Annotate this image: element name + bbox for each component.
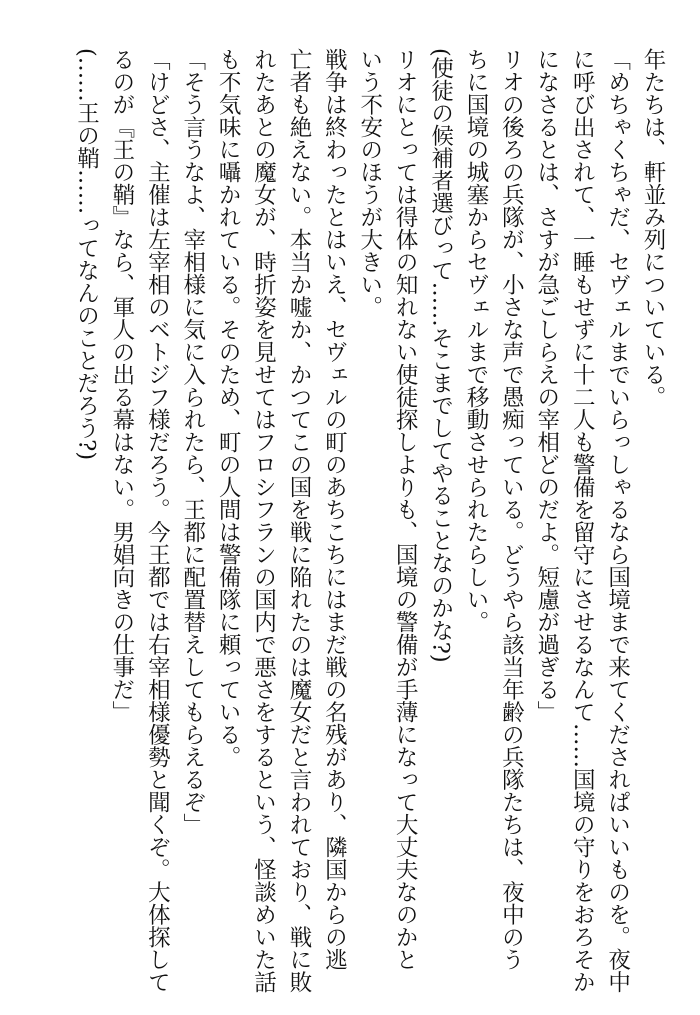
vertical-text-block: [68, 48, 670, 993]
text-line: (使徒の候補者選びって……そこまでしてやることなのかな?): [427, 48, 454, 663]
text-line: 亡者も絶えない。本当か嘘か、かつてこの国を戦に陥れたのは魔女だと言われており、戦に敗: [285, 48, 312, 993]
text-line: (……王の鞘……ってなんのことだろう?): [73, 48, 100, 461]
text-line: になさるとは、さすが急ごしらえの宰相どのだよ。短慮が過ぎる」: [533, 48, 560, 723]
text-line: いう不安のほうが大きい。: [356, 48, 383, 318]
text-line: に呼び出されて、一睡もせずに十二人も警備を留守にさせるなんて……国境の守りをおろそか: [569, 48, 596, 993]
text-line: リオにとっては得体の知れない使徒探しよりも、国境の警備が手薄になって大丈夫なのかと: [392, 48, 419, 971]
text-line: 「けどさ、主催は左宰相のベトジフ様だろう。今王都では右宰相様優勢と聞くぞ。大体探して: [144, 48, 171, 993]
text-line: るのが『王の鞘』なら、軍人の出る幕はない。男娼向きの仕事だ」: [108, 48, 135, 723]
text-line: 「そう言うなよ、宰相様に気に入られたら、王都に配置替えしてもらえるぞ」: [179, 48, 206, 836]
text-line: ちに国境の城塞からセヴェルまで移動させられたらしい。: [462, 48, 489, 633]
text-line: リオの後ろの兵隊が、小さな声で愚痴っている。どうやら該当年齢の兵隊たちは、夜中のう: [498, 48, 525, 971]
text-line: 戦争は終わったとはいえ、セヴェルの町のあちこちにはまだ戦の名残があり、隣国からの逃: [321, 48, 348, 971]
text-line: 年たちは、軒並み列についている。: [640, 48, 666, 408]
text-line: 「めちゃくちゃだ、セヴェルまでいらっしゃるなら国境まで来てくだされぱいいものを。夜中: [604, 48, 631, 993]
text-line: れたあとの魔女が、時折姿を見せてはフロシフランの国内で悪さをするという、怪談めいた話: [250, 48, 277, 993]
text-line: も不気味に囁かれている。そのため、町の人間は警備隊に頼っている。: [215, 48, 242, 768]
